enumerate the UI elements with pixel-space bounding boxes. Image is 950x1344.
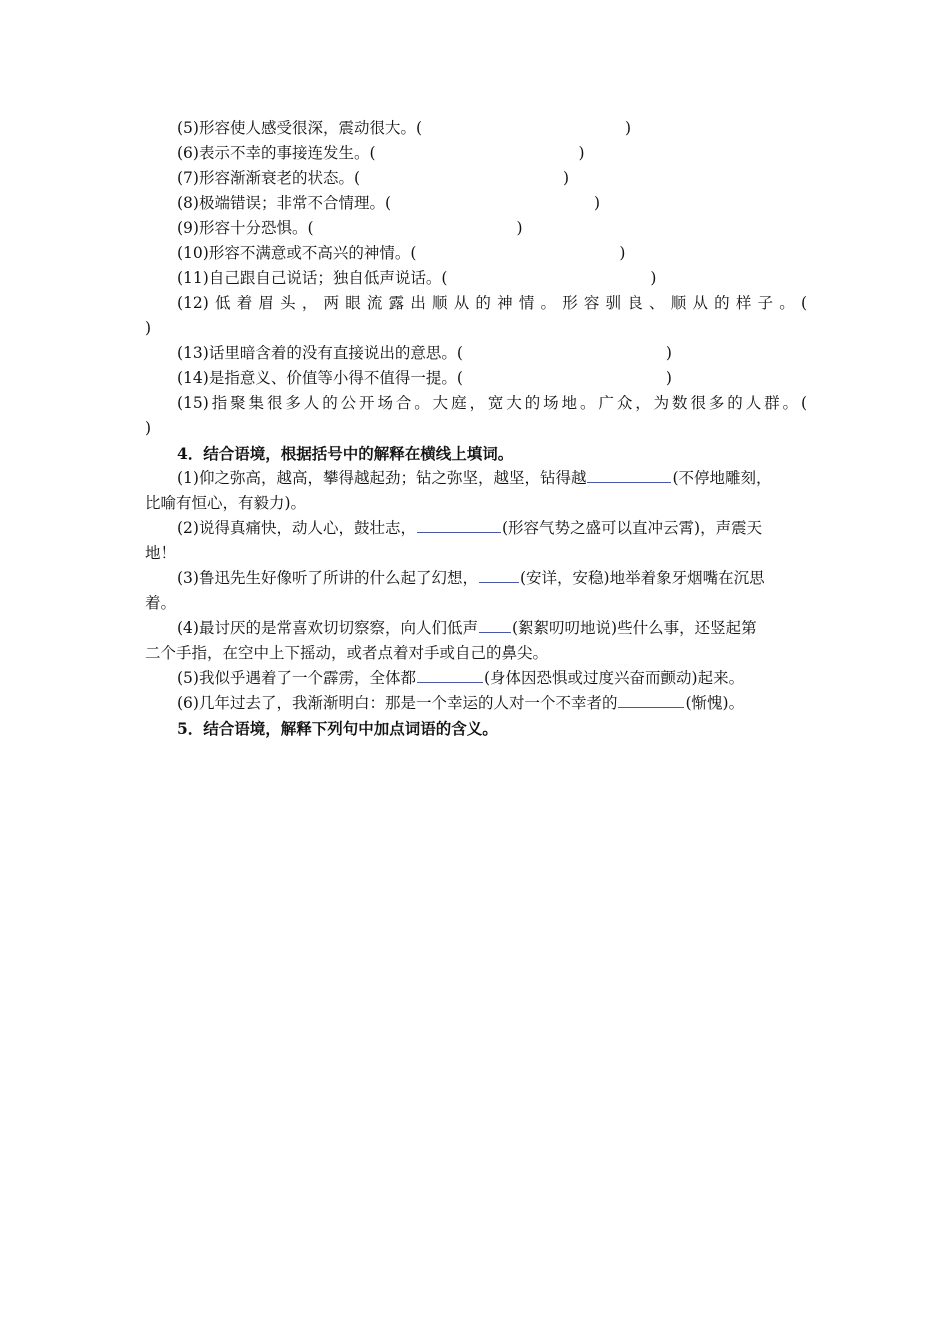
q4-item-2 bbox=[145, 516, 807, 541]
close-paren: ) bbox=[516, 219, 523, 237]
item-hint: (安详，安稳)地举着象牙烟嘴在沉思 bbox=[519, 569, 765, 587]
item-text: (5)形容使人感受很深，震动很大。( bbox=[177, 119, 423, 137]
item-text: (9)形容十分恐惧。( bbox=[177, 219, 314, 237]
close-paren: ) bbox=[650, 269, 657, 287]
q3-item-15 bbox=[145, 391, 807, 416]
item-text: (14)是指意义、价值等小得不值得一提。( bbox=[177, 369, 463, 387]
q3-item-8 bbox=[145, 191, 807, 216]
q4-item-6 bbox=[145, 691, 807, 716]
q4-item-2-cont: 地！ bbox=[145, 544, 177, 562]
item-text: (12)低着眉头，两眼流露出顺从的神情。形容驯良、顺从的样子。( bbox=[177, 294, 807, 312]
q3-item-15-close bbox=[145, 416, 807, 441]
item-text: (10)形容不满意或不高兴的神情。( bbox=[177, 244, 417, 262]
item-hint: (絮絮叨叨地说)些什么事，还竖起第 bbox=[511, 619, 757, 637]
q4-item-3 bbox=[145, 566, 807, 591]
close-paren: ) bbox=[665, 344, 672, 362]
q4-item-1-cont: 比喻有恒心，有毅力)。 bbox=[145, 494, 307, 512]
item-text: (2)说得真痛快，动人心，鼓壮志， bbox=[177, 519, 416, 537]
fill-blank[interactable] bbox=[587, 467, 671, 483]
item-hint: (形容气势之盛可以直冲云霄)，声震天 bbox=[501, 519, 763, 537]
q3-item-13 bbox=[145, 341, 807, 366]
q3-item-9 bbox=[145, 216, 807, 241]
q5-heading: 5．结合语境，解释下列句中加点词语的含义。 bbox=[177, 719, 498, 738]
q4-item-3-cont: 着。 bbox=[145, 594, 177, 612]
close-paren: ) bbox=[145, 319, 152, 337]
q4-item-4-cont: 二个手指，在空中上下摇动，或者点着对手或自己的鼻尖。 bbox=[145, 644, 549, 662]
item-text: (3)鲁迅先生好像听了所讲的什么起了幻想， bbox=[177, 569, 478, 587]
q4-heading: 4．结合语境，根据括号中的解释在横线上填词。 bbox=[177, 444, 514, 463]
close-paren: ) bbox=[563, 169, 570, 187]
close-paren: ) bbox=[145, 419, 152, 437]
item-text: (7)形容渐渐衰老的状态。( bbox=[177, 169, 361, 187]
worksheet-content bbox=[145, 116, 807, 741]
close-paren: ) bbox=[625, 119, 632, 137]
item-text: (5)我似乎遇着了一个霹雳，全体都 bbox=[177, 669, 416, 687]
item-text: (8)极端错误；非常不合情理。( bbox=[177, 194, 392, 212]
q3-item-6 bbox=[145, 141, 807, 166]
q3-item-12-close bbox=[145, 316, 807, 341]
close-paren: ) bbox=[619, 244, 626, 262]
fill-blank[interactable] bbox=[479, 617, 511, 633]
item-hint: (不停地雕刻， bbox=[672, 469, 772, 487]
q3-item-10 bbox=[145, 241, 807, 266]
item-text: (6)几年过去了，我渐渐明白：那是一个幸运的人对一个不幸者的 bbox=[177, 694, 618, 712]
item-hint: (惭愧)。 bbox=[685, 694, 745, 712]
close-paren: ) bbox=[594, 194, 601, 212]
item-hint: (身体因恐惧或过度兴奋而颤动)起来。 bbox=[483, 669, 745, 687]
q3-item-11 bbox=[145, 266, 807, 291]
q3-item-14 bbox=[145, 366, 807, 391]
q4-item-4 bbox=[145, 616, 807, 641]
q3-item-12 bbox=[145, 291, 807, 316]
q3-item-5 bbox=[145, 116, 807, 141]
item-text: (1)仰之弥高，越高，攀得越起劲；钻之弥坚，越坚，钻得越 bbox=[177, 469, 587, 487]
q4-item-5 bbox=[145, 666, 807, 691]
item-text: (6)表示不幸的事接连发生。( bbox=[177, 144, 376, 162]
close-paren: ) bbox=[578, 144, 585, 162]
fill-blank[interactable] bbox=[618, 692, 684, 708]
close-paren: ) bbox=[665, 369, 672, 387]
item-text: (13)话里暗含着的没有直接说出的意思。( bbox=[177, 344, 463, 362]
fill-blank[interactable] bbox=[417, 517, 501, 533]
fill-blank[interactable] bbox=[479, 567, 519, 583]
fill-blank[interactable] bbox=[417, 667, 483, 683]
item-text: (11)自己跟自己说话；独自低声说话。( bbox=[177, 269, 448, 287]
item-text: (15)指聚集很多人的公开场合。大庭，宽大的场地。广众，为数很多的人群。( bbox=[177, 394, 807, 412]
q4-item-1 bbox=[145, 466, 807, 491]
item-text: (4)最讨厌的是常喜欢切切察察，向人们低声 bbox=[177, 619, 478, 637]
q3-item-7 bbox=[145, 166, 807, 191]
